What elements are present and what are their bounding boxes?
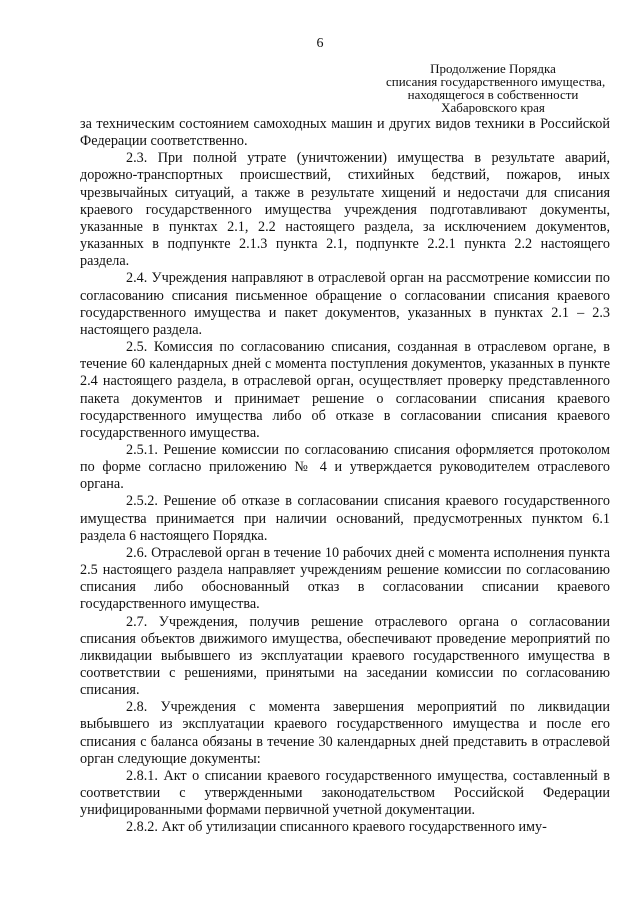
paragraph-2-8-2: 2.8.2. Акт об утилизации списанного краевого государственного иму-: [126, 819, 547, 836]
paragraph-2-3: 2.3. При полной утрате (уничтожении) имущества в результате аварий, дорожно-транспортных происшествий, стихийных бедствий, пожаров, иных чрезвычайных ситуаций, а также в результате хищений и недостачи для списания краевого государственного имущества учреждения подготавливают документы, указанные в пунктах 2.1, 2.2 настоящего раздела, за исключением документов, указанных в подпункте 2.1.3 пункта 2.1, подпункте 2.2.1 пункта 2.2 настоящего раздела.: [80, 150, 610, 270]
document-body: [80, 116, 610, 837]
paragraph-2-8: 2.8. Учреждения с момента завершения мероприятий по ликвидации выбывшего из эксплуатации краевого государственного имущества и после его списания с баланса обязаны в течение 30 календарных дней представить в отраслевой орган следующие документы:: [80, 699, 610, 767]
paragraph-continuation: за техническим состоянием самоходных машин и других видов техники в Российской Федерации соответственно.: [80, 116, 610, 150]
paragraph-2-5: 2.5. Комиссия по согласованию списания, созданная в отраслевом органе, в течение 60 календарных дней с момента поступления документов, указанных в пункте 2.4 настоящего раздела, в отраслевой орган, осуществляет проверку представленного пакета документов и принимает решение о согласовании списания краевого государственного имущества либо об отказе в согласовании списания краевого государственного имущества.: [80, 339, 610, 441]
continuation-header: [386, 61, 606, 115]
header-line: находящегося в собственности: [407, 87, 579, 102]
paragraph-2-5-2: 2.5.2. Решение об отказе в согласовании списания краевого государственного имущества принимается при наличии оснований, предусмотренных пунктом 6.1 раздела 6 настоящего Порядка.: [80, 493, 610, 544]
header-line: списания государственного имущества,: [386, 74, 606, 89]
paragraph-2-6: 2.6. Отраслевой орган в течение 10 рабочих дней с момента исполнения пункта 2.5 настоящего раздела направляет учреждениям решение комиссии по согласованию списания либо обоснованный отказ в согласовании списании краевого государственного имущества.: [80, 544, 610, 613]
header-line: Продолжение Порядка: [430, 61, 556, 76]
paragraph-2-4: 2.4. Учреждения направляют в отраслевой орган на рассмотрение комиссии по согласованию списания письменное обращение о согласовании списания краевого государственного имущества и пакет документов, указанных в пунктах 2.1 – 2.3 настоящего раздела.: [80, 270, 610, 338]
paragraph-2-7: 2.7. Учреждения, получив решение отраслевого органа о согласовании списания объектов движимого имущества, обеспечивают проведение мероприятий по ликвидации выбывшего из эксплуатации краевого государственного имущества в соответствии с решениями, принятыми на заседании комиссии по согласованию списания.: [80, 613, 610, 699]
paragraph-2-5-1: 2.5.1. Решение комиссии по согласованию списания оформляется протоколом по форме согласно приложению № 4 и утверждается руководителем отраслевого органа.: [80, 441, 610, 493]
paragraph-2-8-1: 2.8.1. Акт о списании краевого государственного имущества, составленный в соответствии с утвержденными законодательством Российской Федерации унифицированными формами первичной учетной документации.: [80, 767, 610, 819]
header-line: Хабаровского края: [441, 100, 545, 115]
page-number: 6: [316, 36, 324, 51]
